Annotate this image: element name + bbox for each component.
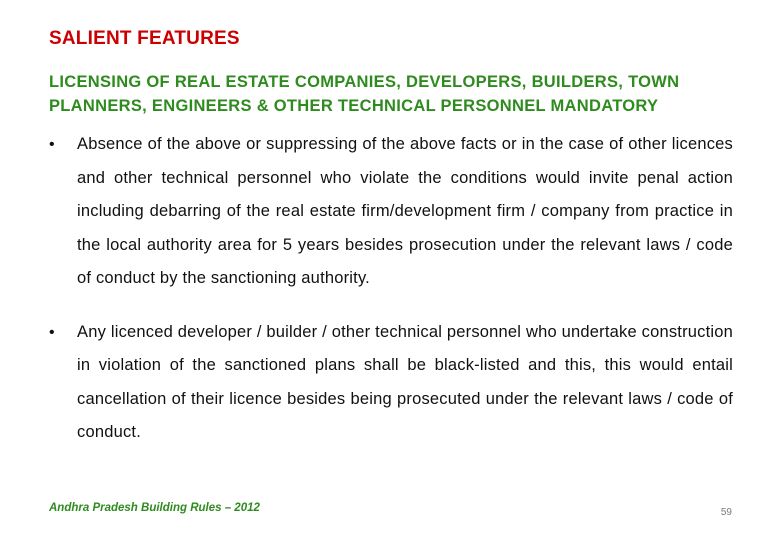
slide-title: SALIENT FEATURES bbox=[49, 28, 240, 49]
bullet-item-penal-action bbox=[49, 128, 733, 296]
bullet-icon: • bbox=[49, 323, 55, 341]
bullet-text: Absence of the above or suppressing of the above facts or in the case of other licences and other technical personnel who violate the conditions would invite penal action including debarring of the real estate firm/development firm / company from practice in the local authority area for 5 years besides prosecution under the relevant laws / code of conduct by the sanctioning authority. bbox=[77, 135, 733, 287]
bullet-list bbox=[49, 128, 733, 450]
slide-subtitle: LICENSING OF REAL ESTATE COMPANIES, DEVELOPERS, BUILDERS, TOWN PLANNERS, ENGINEERS & OTHER TECHNICAL PERSONNEL MANDATORY bbox=[49, 73, 680, 115]
bullet-text: Any licenced developer / builder / other technical personnel who undertake construction in violation of the sanctioned plans shall be black-listed and this, this would entail cancellation of their licence besides being prosecuted under the relevant laws / code of conduct. bbox=[77, 322, 733, 441]
bullet-icon: • bbox=[49, 136, 55, 153]
footer-source: Andhra Pradesh Building Rules – 2012 bbox=[49, 502, 260, 514]
bullet-item-blacklisting bbox=[49, 316, 733, 450]
page-number: 59 bbox=[720, 507, 732, 518]
